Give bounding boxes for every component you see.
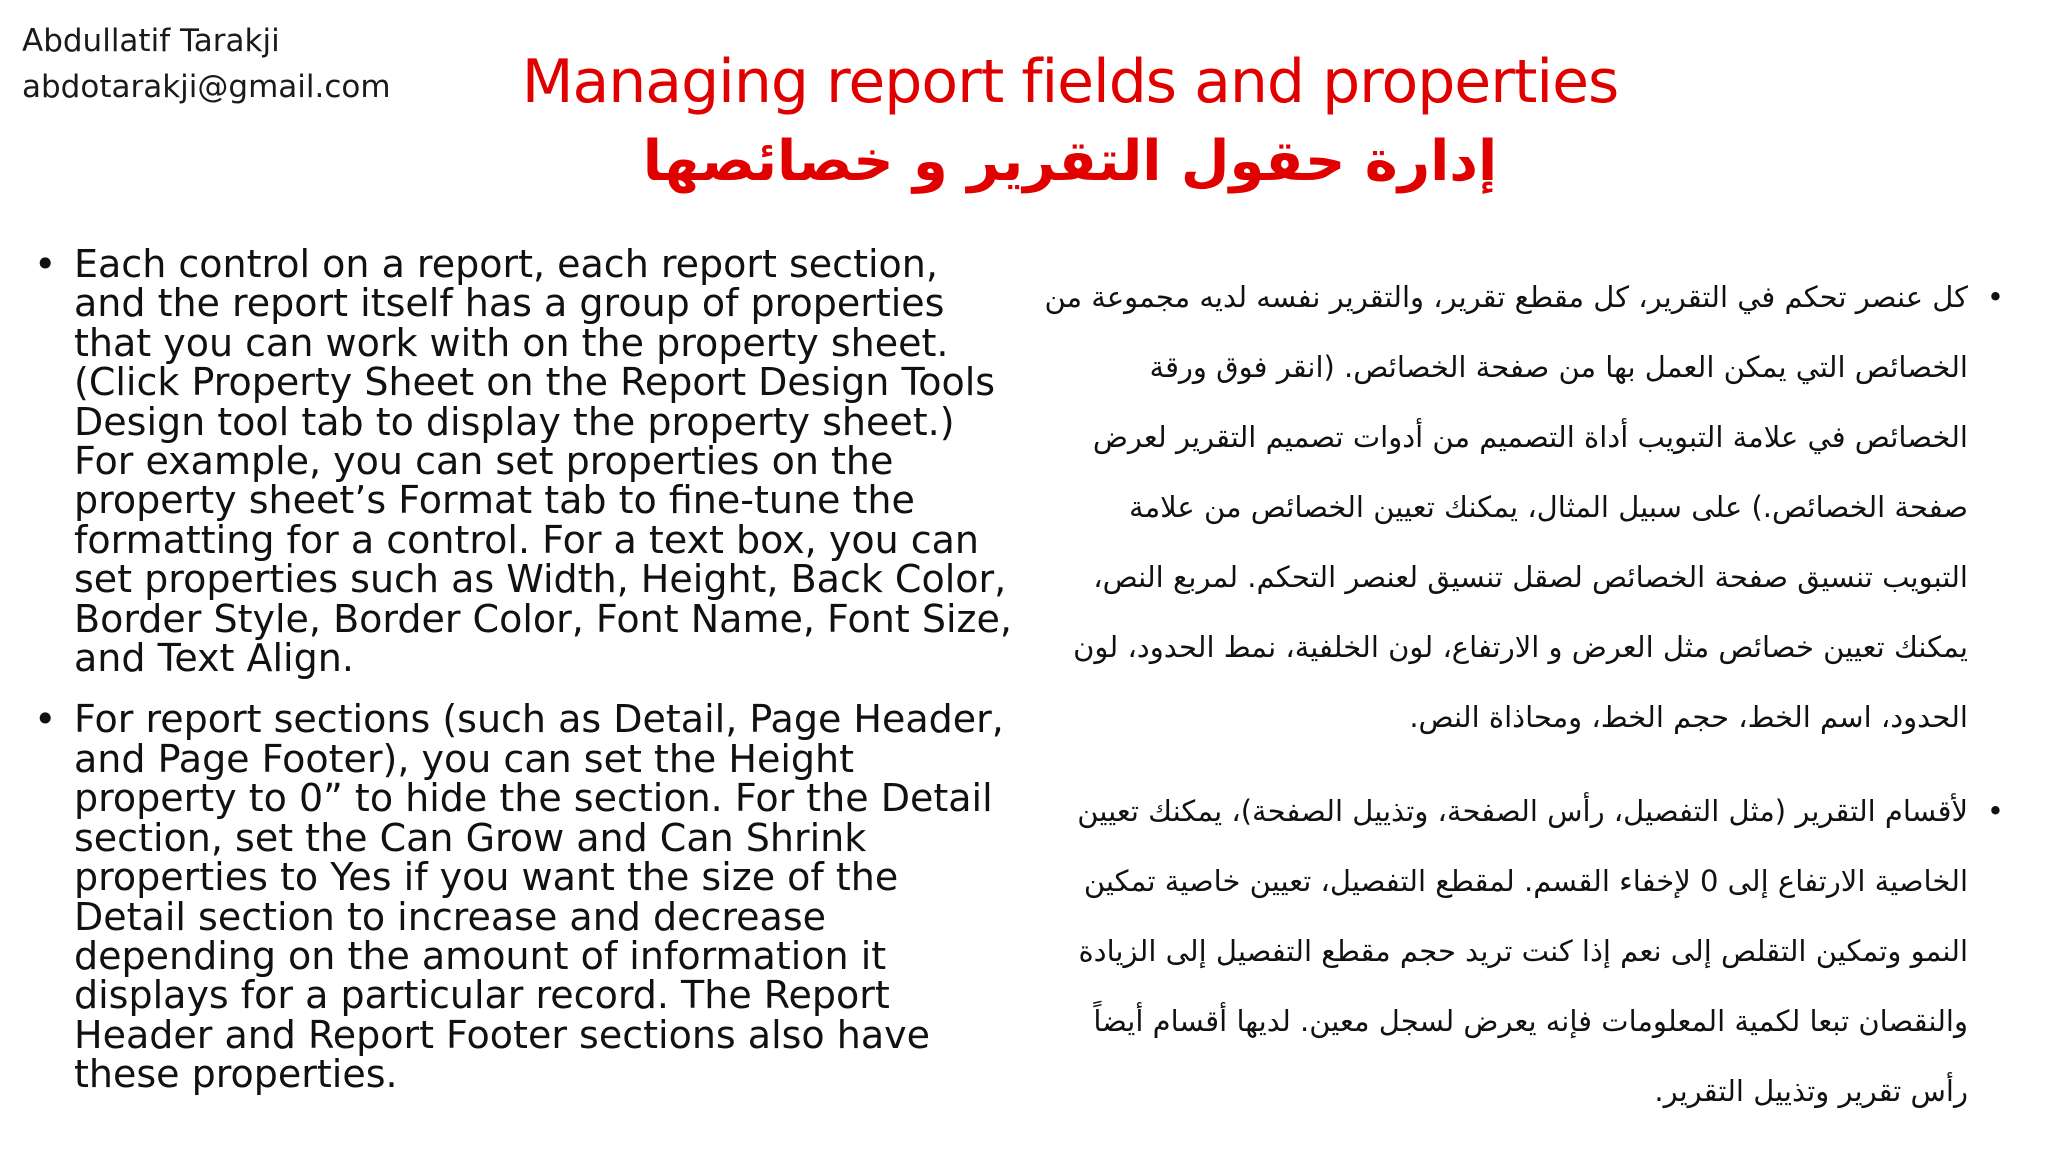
slide-title-arabic: إدارة حقول التقرير و خصائصها bbox=[642, 129, 1498, 194]
english-bullet-item bbox=[30, 697, 1020, 1097]
author-block bbox=[22, 18, 391, 110]
bullet-icon: • bbox=[34, 242, 57, 286]
bullet-icon: • bbox=[1986, 794, 2004, 828]
arabic-content bbox=[1040, 262, 2010, 1126]
english-bullet-item bbox=[30, 242, 1020, 681]
bullet-icon: • bbox=[1986, 280, 2004, 314]
slide-title-english: Managing report fields and properties bbox=[521, 47, 1619, 117]
english-content bbox=[30, 242, 1020, 1097]
author-email: abdotarakji@gmail.com bbox=[22, 69, 391, 105]
english-bullet-text: Each control on a report, each report section, and the report itself has a group of properties that you can work with on the property sheet. (Click Property Sheet on the Report Design Tools Design tool tab to display the property sheet.) For example, you can set properties on the property sheet’s Format tab to fine-tune the formatting for a control. For a text box, you can set properties such as Width, Height, Back Color, Border Style, Border Color, Font Name, Font Size, and Text Align. bbox=[74, 242, 1012, 681]
arabic-bullet-text: لأقسام التقرير (مثل التفصيل، رأس الصفحة، وتذييل الصفحة)، يمكنك تعيين الخاصية الارتفاع إلى 0 لإخفاء القسم. لمقطع التفصيل، تعيين خاصية تمكين النمو وتمكين التقلص إلى نعم إذا كنت تريد حجم مقطع التفصيل إلى الزيادة والنقصان تبعا لكمية المعلومات فإنه يعرض لسجل معين. لديها أقسام أيضاً رأس تقرير وتذييل التقرير. bbox=[1077, 794, 1968, 1108]
arabic-bullet-text: كل عنصر تحكم في التقرير، كل مقطع تقرير، والتقرير نفسه لديه مجموعة من الخصائص التي يمكن العمل بها من صفحة الخصائص. (انقر فوق ورقة الخصائص في علامة التبويب أداة التصميم من أدوات تصميم التقرير لعرض صفحة الخصائص.) على سبيل المثال، يمكنك تعيين الخصائص من علامة التبويب تنسيق صفحة الخصائص لصقل تنسيق لعنصر التحكم. لمربع النص، يمكنك تعيين خصائص مثل العرض و الارتفاع، لون الخلفية، نمط الحدود، لون الحدود، اسم الخط، حجم الخط، ومحاذاة النص. bbox=[1044, 280, 1968, 734]
author-name: Abdullatif Tarakji bbox=[22, 23, 280, 59]
english-bullet-text: For report sections (such as Detail, Page Header, and Page Footer), you can set the Height property to 0” to hide the section. For the Detail section, set the Can Grow and Can Shrink properties to Yes if you want the size of the Detail section to increase and decrease depending on the amount of information it displays for a particular record. The Report Header and Report Footer sections also have these properties. bbox=[74, 697, 1004, 1097]
arabic-bullet-item bbox=[1040, 262, 2010, 752]
bullet-icon: • bbox=[34, 697, 57, 742]
arabic-bullet-item bbox=[1040, 776, 2010, 1126]
